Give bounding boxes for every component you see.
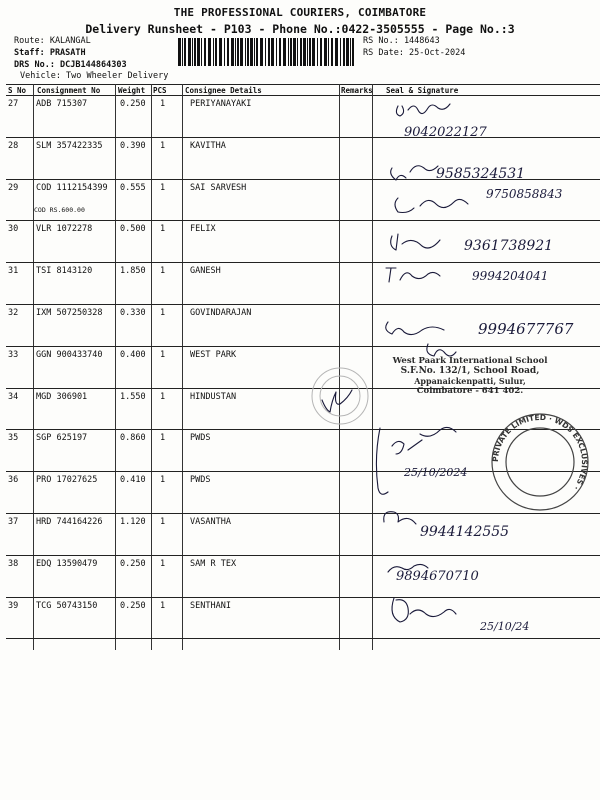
cell-consignment: EDQ 13590479 bbox=[36, 558, 98, 569]
barcode-bar bbox=[182, 38, 183, 66]
cell-sno: 32 bbox=[8, 308, 19, 318]
barcode-bar bbox=[201, 38, 202, 66]
row-rule bbox=[6, 555, 600, 556]
barcode-bar bbox=[194, 38, 196, 66]
col-seal: Seal & Signature bbox=[386, 86, 459, 95]
row-rule bbox=[6, 179, 600, 180]
cell-weight: 1.120 bbox=[120, 517, 146, 527]
barcode-bar bbox=[235, 38, 236, 66]
hw-36: 25/10/2024 bbox=[404, 466, 468, 479]
vehicle: Vehicle: Two Wheeler Delivery bbox=[20, 71, 169, 81]
barcode-bar bbox=[307, 38, 308, 66]
cell-consignment: SGP 625197 bbox=[36, 433, 88, 444]
barcode-bar bbox=[350, 38, 351, 66]
cell-weight: 0.330 bbox=[120, 308, 146, 318]
barcode-bar bbox=[300, 38, 302, 66]
cell-consignee: SAM R TEX bbox=[190, 558, 237, 569]
cell-sno: 36 bbox=[8, 475, 19, 486]
barcode-bar bbox=[213, 38, 214, 66]
barcode-bar bbox=[224, 38, 225, 66]
barcode-bar bbox=[312, 38, 315, 66]
barcode-bar bbox=[320, 38, 322, 66]
barcode-bar bbox=[331, 38, 333, 66]
barcode-bar bbox=[256, 38, 258, 66]
barcode-bar bbox=[303, 38, 306, 66]
table-top-rule bbox=[6, 84, 600, 85]
cell-pcs: 1 bbox=[160, 140, 166, 151]
barcode-bar bbox=[293, 38, 296, 66]
cell-weight: 0.410 bbox=[120, 475, 146, 486]
cell-sno: 39 bbox=[8, 600, 19, 611]
barcode-bar bbox=[247, 38, 249, 66]
row-rule bbox=[6, 220, 600, 221]
hw-30: 9361738921 bbox=[464, 238, 554, 254]
signature-39 bbox=[392, 598, 456, 622]
barcode-bar bbox=[317, 38, 318, 66]
barcode-bar bbox=[204, 38, 206, 66]
barcode-bar bbox=[271, 38, 274, 66]
stamp-line-4: Coimbatore - 641 402. bbox=[416, 386, 524, 396]
rs-number: RS No.: 1448643 bbox=[363, 36, 440, 46]
cell-weight: 0.860 bbox=[120, 433, 146, 444]
col-pcs: PCS bbox=[153, 86, 167, 95]
barcode-bar bbox=[283, 38, 286, 66]
cell-consignment: TCG 50743150 bbox=[36, 600, 98, 611]
cell-sno: 37 bbox=[8, 517, 19, 527]
cell-consignment: MGD 306901 bbox=[36, 391, 88, 402]
signature-34 bbox=[322, 390, 352, 412]
cell-consignment: SLM 357422335 bbox=[36, 140, 103, 151]
barcode-bar bbox=[227, 38, 229, 66]
cell-consignment: ADB 715307 bbox=[36, 99, 88, 109]
row-rule bbox=[6, 346, 600, 347]
hw-27: 9042022127 bbox=[404, 125, 487, 140]
row-rule bbox=[6, 304, 600, 305]
cell-sno: 30 bbox=[8, 224, 19, 235]
hw-28: 9585324531 bbox=[436, 166, 526, 182]
hw-29: 9750858843 bbox=[486, 187, 563, 201]
barcode-bar bbox=[265, 38, 266, 66]
signature-35-36 bbox=[376, 427, 456, 494]
cell-consignment: GGN 900433740 bbox=[36, 349, 103, 360]
row-rule bbox=[6, 137, 600, 138]
signature-27 bbox=[396, 104, 450, 116]
barcode-bar bbox=[240, 38, 243, 66]
cell-cod-amount: COD RS.600.00 bbox=[34, 205, 85, 214]
cell-consignment: IXM 507250328 bbox=[36, 308, 103, 318]
col-remarks: Remarks bbox=[341, 86, 373, 95]
barcode-bar bbox=[184, 38, 186, 66]
col-consignee: Consignee Details bbox=[185, 86, 262, 95]
cell-sno: 34 bbox=[8, 391, 19, 402]
cell-consignee: PWDS bbox=[190, 433, 211, 444]
barcode-bar bbox=[352, 38, 354, 66]
cell-weight: 0.390 bbox=[120, 140, 146, 151]
cell-pcs: 1 bbox=[160, 224, 166, 235]
cell-consignment: VLR 1072278 bbox=[36, 224, 93, 235]
faint-stamp bbox=[312, 368, 368, 424]
west-park-stamp bbox=[370, 356, 570, 396]
barcode-bar bbox=[192, 38, 193, 66]
cell-consignee: VASANTHA bbox=[190, 517, 231, 527]
signature-31 bbox=[386, 268, 440, 282]
col-divider bbox=[115, 84, 116, 650]
cell-weight: 1.550 bbox=[120, 391, 146, 402]
stamp-line-3: Appanaickenpatti, Sulur, bbox=[414, 376, 526, 386]
barcode-bar bbox=[324, 38, 327, 66]
cell-consignee: FELIX bbox=[190, 224, 216, 235]
cell-weight: 0.250 bbox=[120, 600, 146, 611]
cell-consignment: HRD 744164226 bbox=[36, 517, 103, 527]
cell-consignment: PRO 17027625 bbox=[36, 475, 98, 486]
barcode-bar bbox=[231, 38, 234, 66]
cell-sno: 38 bbox=[8, 558, 19, 569]
staff: Staff: PRASATH bbox=[14, 48, 86, 58]
col-divider bbox=[339, 84, 340, 650]
drs-number: DRS No.: DCJB144864303 bbox=[14, 60, 127, 70]
barcode-bar bbox=[197, 38, 200, 66]
barcode-bar bbox=[208, 38, 211, 66]
hw-37: 9944142555 bbox=[420, 524, 510, 540]
hw-31: 9994204041 bbox=[472, 269, 549, 283]
cell-consignee: HINDUSTAN bbox=[190, 391, 237, 402]
stamp-line-2: S.F.No. 132/1, School Road, bbox=[400, 366, 540, 376]
col-sno: S No bbox=[8, 86, 27, 95]
cell-weight: 1.850 bbox=[120, 266, 146, 277]
cell-weight: 0.250 bbox=[120, 558, 146, 569]
barcode-bar bbox=[335, 38, 338, 66]
cell-pcs: 1 bbox=[160, 558, 166, 569]
cell-consignment: COD 1112154399 bbox=[36, 182, 108, 193]
signature-38 bbox=[388, 564, 428, 572]
header-bottom-rule bbox=[6, 95, 600, 96]
cell-consignee: GANESH bbox=[190, 266, 221, 277]
svg-text:PRIVATE LIMITED · WDS EXCLUSIV bbox=[491, 413, 589, 492]
cell-pcs: 1 bbox=[160, 517, 166, 527]
barcode-bar bbox=[268, 38, 270, 66]
cell-sno: 31 bbox=[8, 266, 19, 277]
rs-date: RS Date: 25-Oct-2024 bbox=[363, 48, 466, 58]
cell-weight: 0.400 bbox=[120, 349, 146, 360]
cell-consignee: WEST PARK bbox=[190, 349, 237, 360]
barcode-bar bbox=[188, 38, 191, 66]
col-divider bbox=[182, 84, 183, 650]
col-weight: Weight bbox=[118, 86, 146, 95]
cell-consignee: SAI SARVESH bbox=[190, 182, 247, 193]
cell-pcs: 1 bbox=[160, 600, 166, 611]
barcode-bar bbox=[260, 38, 263, 66]
runsheet-title: Delivery Runsheet - P103 - Phone No.:0422-3505555 - Page No.:3 bbox=[85, 22, 515, 36]
cell-weight: 0.500 bbox=[120, 224, 146, 235]
barcode-bar bbox=[178, 38, 181, 66]
col-divider bbox=[151, 84, 152, 650]
hw-32: 9994677767 bbox=[478, 320, 574, 338]
barcode-bar bbox=[237, 38, 239, 66]
barcode-bar bbox=[309, 38, 311, 66]
barcode-bar bbox=[340, 38, 341, 66]
cell-consignee: KAVITHA bbox=[190, 140, 226, 151]
cell-pcs: 1 bbox=[160, 349, 166, 360]
cell-pcs: 1 bbox=[160, 99, 166, 109]
signature-32 bbox=[386, 322, 444, 335]
barcode-bar bbox=[343, 38, 345, 66]
cell-sno: 33 bbox=[8, 349, 19, 360]
cell-pcs: 1 bbox=[160, 433, 166, 444]
cell-consignee: SENTHANI bbox=[190, 600, 231, 611]
hw-39: 25/10/24 bbox=[480, 620, 530, 633]
hw-38: 9894670710 bbox=[396, 569, 479, 584]
stamp-line-1: West Paark International School bbox=[392, 356, 548, 366]
barcode-bar bbox=[276, 38, 277, 66]
company-name: THE PROFESSIONAL COURIERS, COIMBATORE bbox=[173, 6, 427, 19]
cell-consignee: PERIYANAYAKI bbox=[190, 99, 252, 109]
cell-pcs: 1 bbox=[160, 308, 166, 318]
barcode-bar bbox=[219, 38, 222, 66]
barcode-bar bbox=[288, 38, 289, 66]
barcode-bar bbox=[297, 38, 298, 66]
cell-consignment: TSI 8143120 bbox=[36, 266, 93, 277]
cell-sno: 35 bbox=[8, 433, 19, 444]
barcode-bar bbox=[290, 38, 292, 66]
barcode-bar bbox=[245, 38, 246, 66]
barcode-bar bbox=[279, 38, 281, 66]
barcode-bar bbox=[346, 38, 349, 66]
cell-sno: 27 bbox=[8, 99, 19, 109]
cell-pcs: 1 bbox=[160, 182, 166, 193]
cell-weight: 0.250 bbox=[120, 99, 146, 109]
cell-pcs: 1 bbox=[160, 391, 166, 402]
cell-pcs: 1 bbox=[160, 475, 166, 486]
route: Route: KALANGAL bbox=[14, 36, 91, 46]
cell-consignee: GOVINDARAJAN bbox=[190, 308, 252, 318]
row-rule bbox=[6, 597, 600, 598]
cell-weight: 0.555 bbox=[120, 182, 146, 193]
signature-30 bbox=[391, 234, 440, 250]
barcode-bar bbox=[254, 38, 255, 66]
cell-sno: 29 bbox=[8, 182, 19, 193]
cell-sno: 28 bbox=[8, 140, 19, 151]
signature-29 bbox=[395, 198, 468, 213]
row-rule bbox=[6, 638, 600, 639]
col-divider bbox=[33, 84, 34, 650]
barcode bbox=[178, 38, 354, 66]
col-consignment: Consignment No bbox=[37, 86, 101, 95]
pwds-stamp-text bbox=[488, 410, 592, 514]
barcode-bar bbox=[250, 38, 253, 66]
cell-consignee: PWDS bbox=[190, 475, 211, 486]
cell-pcs: 1 bbox=[160, 266, 166, 277]
barcode-bar bbox=[328, 38, 329, 66]
pwds-ring-text: PRIVATE LIMITED · WDS EXCLUSIVES · bbox=[490, 412, 590, 492]
row-rule bbox=[6, 262, 600, 263]
barcode-bar bbox=[215, 38, 217, 66]
